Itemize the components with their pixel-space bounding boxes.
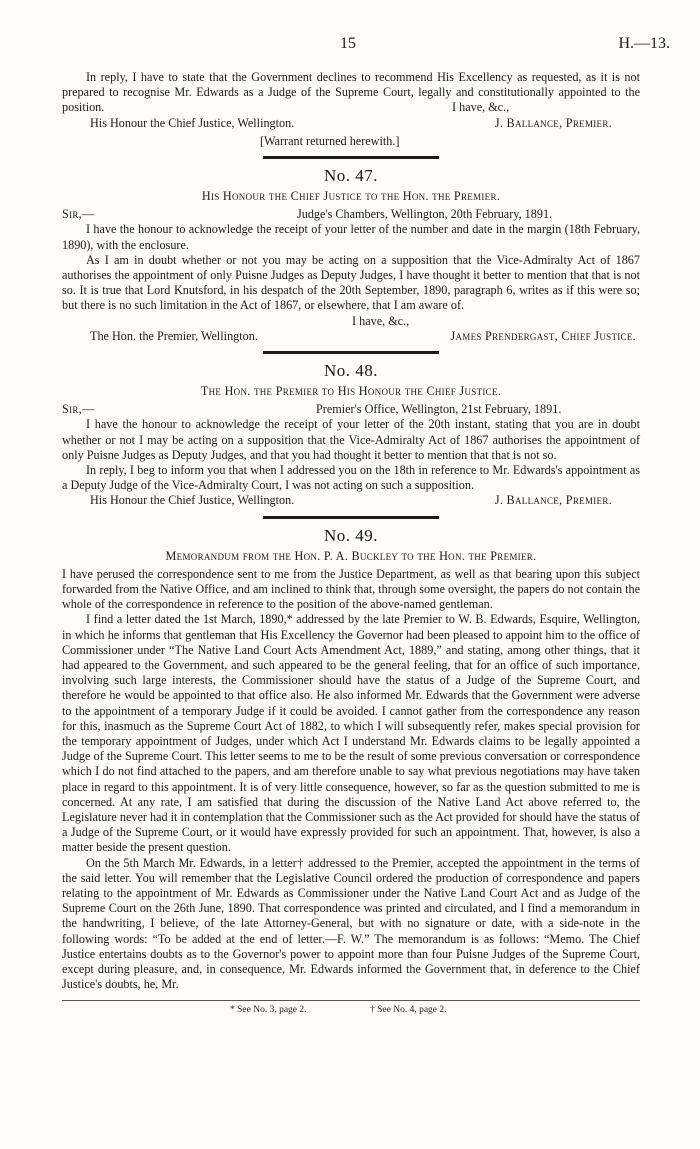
- footnote: † See No. 4, page 2.: [370, 1005, 447, 1016]
- letter-47: [62, 165, 640, 344]
- page-number: 15: [340, 35, 356, 52]
- memorandum-49: [62, 525, 640, 993]
- signature: James Prendergast, Chief Justice.: [450, 328, 636, 343]
- addressee: His Honour the Chief Justice, Wellington.: [90, 493, 295, 508]
- dateline: Judge's Chambers, Wellington, 20th February, 1891.: [297, 207, 553, 222]
- section-divider: [263, 351, 439, 354]
- letter-number: No. 47.: [323, 165, 379, 185]
- salutation: Sir,—: [62, 207, 95, 222]
- paragraph: I have perused the correspondence sent to me from the Justice Department, as well as that bearing upon this subject forwarded from the Native Office, and am inclined to think that, through some oversight, the papers do not contain the whole of the correspondence in reference to the position of the above-named gentleman.: [62, 566, 640, 612]
- letter-subheading: Memorandum from the Hon. P. A. Buckley to the Hon. the Premier.: [165, 548, 537, 563]
- footnote: * See No. 3, page 2.: [230, 1005, 307, 1016]
- paper-reference: H.—13.: [618, 35, 670, 52]
- footnotes: [62, 1003, 640, 1016]
- letter-subheading: The Hon. the Premier to His Honour the Chief Justice.: [200, 383, 502, 398]
- section-divider: [263, 156, 439, 159]
- letter-48: [62, 360, 640, 509]
- footnote-rule: [62, 1000, 640, 1001]
- paragraph: On the 5th March Mr. Edwards, in a letter† addressed to the Premier, accepted the appointment in the terms of the said letter. You will remember that the Legislative Council ordered the production of correspondence and papers relating to the appointment of Mr. Edwards as Commissioner under the Native Land Court Act and as Judge of the Supreme Court on the 26th June, 1890. That correspondence was printed and circulated, and I find a memorandum in the handwriting, I believe, of the late Attorney-General, but with no signature or date, with a side-note in the following words: “To be added at the end of letter.—F. W.” The memorandum is as follows: “Memo. The Chief Justice entertains doubts as to the Governor's power to appoint more than four Puisne Judges of the Supreme Court, except during pleasure, and, in consequence, Mr. Edwards informed the Government that, in deference to the Chief Justice's doubts, he, Mr.: [62, 855, 640, 992]
- section-divider: [263, 516, 439, 519]
- letter-subheading: His Honour the Chief Justice to the Hon. the Premier.: [201, 188, 501, 203]
- paragraph: I have the honour to acknowledge the receipt of your letter of the number and date in the margin (18th February, 1890), with the enclosure.: [62, 222, 640, 252]
- paragraph: In reply, I beg to inform you that when I addressed you on the 18th in reference to Mr. Edwards's appointment as a Deputy Judge of the Vice-Admiralty Court, I was not acting on such a supposition.: [62, 462, 640, 493]
- paragraph: In reply, I have to state that the Government declines to recommend His Excellency as requested, as it is not prepared to recognise Mr. Edwards as a Judge of the Supreme Court, legally and constitutionally appointed to the position.: [62, 70, 640, 115]
- paragraph: As I am in doubt whether or not you may be acting on a supposition that the Vice-Admiralty Act of 1867 authorises the appointment of only Puisne Judges as Deputy Judges, I have thought it better to mention that that is not so. It is true that Lord Knutsford, in his despatch of the 20th September, 1890, paragraph 6, writes as if this were so; but there is no such limitation in the Act of 1867, or elsewhere, that I am aware of.: [62, 252, 640, 313]
- salutation: Sir,—: [62, 402, 95, 417]
- dateline: Premier's Office, Wellington, 21st February, 1891.: [316, 402, 562, 417]
- signature: J. Ballance, Premier.: [494, 493, 612, 508]
- closing: I have, &c.,: [452, 100, 510, 115]
- paragraph: I find a letter dated the 1st March, 1890,* addressed by the late Premier to W. B. Edwards, Esquire, Wellington, in which he informs that gentleman that His Excellency the Governor had been pleased to appoint him to the office of Commissioner under “The Native Land Court Acts Amendment Act, 1889,” and stating, among other things, that it had appeared to the Government, and such appeared to be the general feeling, that for an office of such importance, involving such large interests, the Commissioner should have the status of a Judge of the Supreme Court, and therefore he would be appointed to that office also. He also informed Mr. Edwards that the Government were adverse to the appointment of a temporary Judge if it could be avoided. I cannot gather from the correspondence any reason for this, inasmuch as the Supreme Court Act of 1882, to which I will subsequently refer, makes special provision for the temporary appointment of Judges, under which Act I understand Mr. Edwards claims to be legally appointed a Judge of the Supreme Court. This letter seems to me to be the result of some previous conversation or correspondence which I do not find attached to the papers, and am therefore unable to say what previous negotiations may have taken place in regard to this appointment. It is of very little consequence, however, so far as the question submitted to me is concerned. At any rate, I am satisfied that during the discussion of the Native Land Act above referred to, the Legislature never had it in contemplation that the Commissioner such as the Act provided for should have the status of a Judge of the Supreme Court, or it would have expressly provided for such an appointment. That, however, is also a matter beside the present question.: [62, 612, 640, 855]
- warrant-note: [Warrant returned herewith.]: [260, 133, 400, 148]
- running-header: [0, 36, 700, 56]
- letter-46-continuation: [62, 70, 640, 149]
- addressee: The Hon. the Premier, Wellington.: [90, 328, 258, 343]
- signature: J. Ballance, Premier.: [494, 115, 612, 130]
- page-body: [62, 70, 640, 1016]
- closing: I have, &c.,: [352, 313, 410, 328]
- addressee: His Honour the Chief Justice, Wellington.: [90, 115, 295, 130]
- letter-number: No. 48.: [323, 360, 379, 380]
- paragraph: I have the honour to acknowledge the receipt of your letter of the 20th instant, stating that you are in doubt whether or not I may be acting on a supposition that the Vice-Admiralty Act of 1867 authorises the appointment of only Puisne Judges as Deputy Judges, and that you had thought it better to mention that that is not so.: [62, 417, 640, 462]
- letter-number: No. 49.: [323, 525, 379, 545]
